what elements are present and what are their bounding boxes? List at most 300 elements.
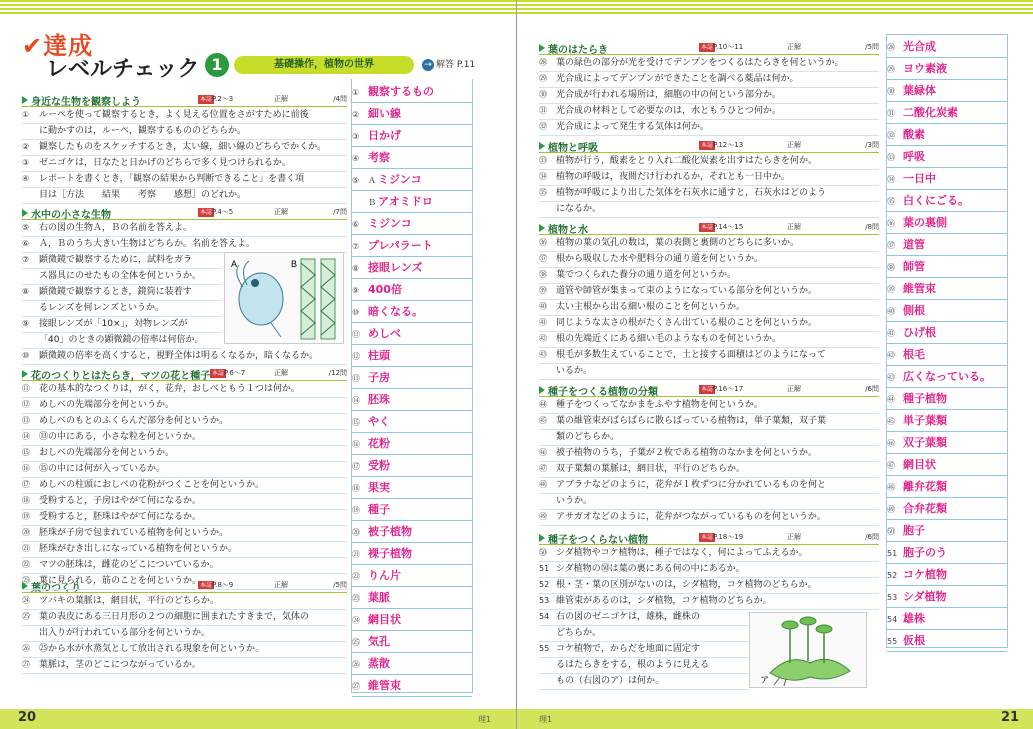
- answer-row: [887, 234, 1007, 256]
- answer-number: ③: [352, 132, 360, 141]
- question-line: [539, 71, 879, 88]
- answer-number: ㊵: [887, 307, 895, 316]
- answer-text: 網目状: [368, 613, 401, 626]
- question-line: [539, 299, 879, 316]
- honsho-badge: 本誌: [200, 209, 213, 216]
- answer-text: 花粉: [368, 437, 390, 450]
- question-number: ㉔: [22, 596, 30, 605]
- question-text: 道管や師管が集まって束のようになっている部分を何というか。: [556, 286, 818, 296]
- question-line: [22, 236, 347, 253]
- question-text: 根から吸収した水や肥料分の通り道を何というか。: [556, 254, 764, 264]
- liverwort-disc-1: [782, 621, 798, 629]
- answer-text: 葉緑体: [903, 84, 936, 97]
- question-line: [22, 381, 347, 398]
- answer-row: [352, 235, 472, 257]
- question-line: [22, 187, 347, 204]
- seikai-label: 正解: [787, 141, 801, 149]
- question-text: になるか。: [556, 204, 602, 214]
- answer-row: [887, 630, 1007, 652]
- question-line: [539, 55, 879, 72]
- answer-row: [352, 367, 472, 389]
- question-text: 葉の維管束がばらばらに散らばっている植物は，単子葉類，双子葉: [556, 416, 827, 426]
- answer-row: [352, 433, 472, 455]
- answer-text: 400倍: [368, 283, 402, 296]
- answer-text: りん片: [368, 569, 401, 582]
- answer-number: ④: [352, 154, 360, 163]
- liverwort-illustration: [750, 613, 866, 687]
- question-line: [22, 220, 347, 237]
- answer-row: [352, 609, 472, 631]
- answer-number: ㉑: [352, 550, 360, 559]
- answer-number: ㉘: [887, 43, 895, 52]
- seikai-label: 正解: [787, 385, 801, 393]
- question-text: めしべの柱頭におしべの花粉がつくことを何というか。: [39, 480, 265, 490]
- answer-row: [887, 366, 1007, 388]
- question-number: ⑩: [22, 351, 30, 360]
- question-count: /8問: [865, 223, 879, 231]
- answer-row: [887, 520, 1007, 542]
- question-number: ⑮: [22, 448, 30, 457]
- answer-text: 蒸散: [368, 657, 390, 670]
- section-header: [539, 139, 879, 153]
- question-line: [539, 283, 879, 300]
- question-count: /6問: [865, 533, 879, 541]
- section-title: 植物と水: [548, 225, 588, 236]
- right-page: [517, 0, 1033, 729]
- liverwort-thallus: [770, 659, 850, 680]
- question-text: 接眼レンズが「10×」，対物レンズが: [39, 319, 188, 329]
- question-text: ツバキの葉脈は，網目状，平行のどちらか。: [39, 596, 219, 606]
- question-text: 双子葉類の葉脈は，網目状，平行のどちらか。: [556, 464, 746, 474]
- triangle-icon: [539, 142, 545, 150]
- answer-number: ⑤: [352, 176, 360, 185]
- question-line: [539, 201, 879, 218]
- answer-row: [887, 80, 1007, 102]
- footer-mark: 理1: [539, 715, 553, 724]
- question-text: るレンズを何レンズというか。: [39, 303, 165, 313]
- answer-row: [352, 81, 472, 103]
- question-line: [22, 252, 222, 269]
- section-title: 身近な生物を観察しよう: [31, 97, 141, 108]
- top-stripe: [517, 0, 1033, 16]
- question-text: 植物が呼吸により出した気体を石灰水に通すと，石灰水はどのよう: [556, 188, 827, 198]
- question-line: [22, 332, 222, 349]
- figure-label-a: A: [231, 259, 238, 269]
- question-number: ㉛: [539, 106, 547, 115]
- answer-text: 接眼レンズ: [368, 261, 423, 274]
- title-number: 1: [205, 53, 229, 77]
- question-text: 根・茎・葉の区別がないのは，シダ植物，コケ植物のどちらか。: [556, 580, 817, 590]
- answer-row: [352, 543, 472, 565]
- question-text: 維管束があるのは，シダ植物，コケ植物のどちらか。: [556, 596, 772, 606]
- question-text: 「40」のときの顕微鏡の倍率は何倍か。: [39, 335, 204, 345]
- answer-number: ⑱: [352, 484, 360, 493]
- page-number: 21: [1001, 710, 1020, 725]
- answer-row: [887, 300, 1007, 322]
- figure-label-a: ア: [760, 675, 770, 685]
- answer-row: [352, 169, 472, 191]
- answer-row: [887, 454, 1007, 476]
- section-header: [539, 383, 879, 397]
- question-text: 葉の緑色の部分が光を受けてデンプンをつくるはたらきを何というか。: [556, 58, 844, 68]
- question-number: ㉖: [22, 644, 30, 653]
- question-number: ㉞: [539, 172, 547, 181]
- answer-number: ⑯: [352, 440, 360, 449]
- question-text: 植物の呼吸は，夜間だけ行われるか，それとも一日中か。: [556, 172, 791, 182]
- question-number: ㊺: [539, 416, 547, 425]
- question-text: ⑬の中にある，小さな粒を何というか。: [39, 432, 202, 442]
- question-number: ⑪: [22, 384, 30, 393]
- question-count: /3問: [865, 141, 879, 149]
- answer-text: 呼吸: [903, 150, 925, 163]
- answer-row: [352, 301, 472, 323]
- answer-text: 被子植物: [368, 525, 412, 538]
- question-text: 光合成が行われる場所は，細胞の中の何という部分か。: [556, 90, 782, 100]
- seikai-label: 正解: [274, 581, 288, 589]
- question-text: 葉に見られる，筋のことを何というか。: [39, 576, 202, 586]
- question-line: [22, 525, 347, 542]
- question-text: 類のどちらか。: [556, 432, 620, 442]
- answer-number: ㊽: [887, 483, 895, 492]
- answer-text: 考察: [368, 151, 390, 164]
- answer-text: 仮根: [903, 634, 925, 647]
- question-text: 出入りが行われている部分を何というか。: [39, 628, 211, 638]
- question-text: に動かすのは，ルーペ，観察するもののどちらか。: [39, 126, 247, 136]
- question-text: コケ植物で，からだを地面に固定す: [556, 644, 700, 654]
- answer-text: 光合成: [903, 40, 936, 53]
- answer-text: 側根: [903, 304, 925, 317]
- liverwort-disc-3: [816, 625, 832, 633]
- question-line: [539, 267, 879, 284]
- spirogyra-filament-2: [321, 259, 335, 339]
- answer-row: [887, 212, 1007, 234]
- answer-row: [352, 103, 472, 125]
- question-line: [22, 477, 347, 494]
- question-text: 花の基本的なつくりは，がく，花弁，おしべともう１つは何か。: [39, 384, 300, 394]
- question-text: 植物の葉の気孔の数は，葉の表側と裏側のどちらに多いか。: [556, 238, 800, 248]
- question-number: ㊽: [539, 480, 547, 489]
- question-number: ㉜: [539, 122, 547, 131]
- answer-number: ㊾: [887, 505, 895, 514]
- answer-text: 日かげ: [368, 129, 401, 142]
- answer-row: [352, 499, 472, 521]
- question-line: [539, 413, 879, 430]
- question-text: 右の図のゼニゴケは，雄株，雌株の: [556, 612, 701, 622]
- answer-row: [352, 345, 472, 367]
- liverwort-figure: [749, 612, 867, 688]
- answer-text: 合弁花類: [903, 502, 947, 515]
- question-number: ①: [22, 110, 30, 119]
- question-text: Ａ，Ｂのうち大きい生物はどちらか。名前を答えよ。: [39, 239, 256, 249]
- question-number: ⑦: [22, 255, 30, 264]
- answer-text: 細い線: [368, 107, 401, 120]
- answer-text: 酸素: [903, 128, 925, 141]
- question-count: /5問: [865, 43, 879, 51]
- question-number: ㉓: [22, 576, 30, 585]
- question-line: [22, 155, 347, 172]
- question-line: [22, 461, 347, 478]
- question-line: [539, 153, 879, 170]
- answer-text: 柱頭: [368, 349, 390, 362]
- answer-text: 根毛: [903, 348, 925, 361]
- question-text: 目は［方法 結果 考察 感想］のどれか。: [39, 190, 247, 200]
- answer-row: [352, 125, 472, 147]
- answer-text: ひげ根: [903, 326, 936, 339]
- question-number: ㊳: [539, 270, 547, 279]
- answer-number: ①: [352, 88, 360, 97]
- answer-number: ⑲: [352, 506, 360, 515]
- answer-number: ㊱: [887, 219, 895, 228]
- answer-number: ㊿: [887, 527, 895, 536]
- question-number: ㉚: [539, 90, 547, 99]
- question-line: [539, 657, 749, 674]
- question-number: ㊵: [539, 302, 547, 311]
- answer-row: [352, 521, 472, 543]
- question-text: もの（右図のア）は何か。: [556, 676, 665, 686]
- question-text: ⑮の中には何が入っているか。: [39, 464, 166, 474]
- answer-row: [887, 256, 1007, 278]
- question-text: ルーペを使って観察するとき，よく見える位置をさがすために前後: [39, 110, 309, 120]
- answer-text: シダ植物: [903, 590, 947, 603]
- section-pages: P.18〜19: [713, 533, 744, 541]
- question-number: ㉕: [22, 612, 30, 621]
- section-title: 花のつくりとはたらき，マツの花と種子: [31, 371, 211, 382]
- question-count: /6問: [865, 385, 879, 393]
- top-stripe: [0, 0, 516, 16]
- answer-number: ㊼: [887, 461, 895, 470]
- answer-text: 広くなっている。: [903, 370, 991, 383]
- question-number: ⑯: [22, 464, 30, 473]
- unit-subtitle: 基礎操作，植物の世界: [234, 56, 414, 74]
- question-number: ⑭: [22, 432, 30, 441]
- answer-text: ミジンコ: [378, 173, 422, 186]
- question-number: ㊾: [539, 512, 547, 521]
- answer-row: [887, 608, 1007, 630]
- answer-number: ㉜: [887, 131, 895, 140]
- answer-row: [887, 36, 1007, 58]
- answer-number: ②: [352, 110, 360, 119]
- question-line: [539, 315, 879, 332]
- question-number: ⑥: [22, 239, 30, 248]
- answer-number: ㉕: [352, 638, 360, 647]
- answer-row: [887, 564, 1007, 586]
- answer-number: ㊹: [887, 395, 895, 404]
- question-text: 右の図の生物Ａ，Ｂの名前を答えよ。: [39, 223, 193, 233]
- question-line: [22, 493, 347, 510]
- answer-number: 51: [887, 549, 898, 558]
- left-page: [0, 0, 516, 729]
- answer-row: [887, 146, 1007, 168]
- answer-number: ⑬: [352, 374, 360, 383]
- question-line: [22, 593, 347, 610]
- question-line: [539, 103, 879, 120]
- liverwort-disc-2: [800, 617, 816, 625]
- answer-number: ㉟: [887, 197, 895, 206]
- answer-text: 道管: [903, 238, 925, 251]
- answer-number: ⑥: [352, 220, 360, 229]
- answer-number: ㉔: [352, 616, 360, 625]
- answer-number: ㊺: [887, 417, 895, 426]
- question-text: 根毛が多数生えていることで，土と接する面積はどのようになって: [556, 350, 826, 360]
- question-line: [539, 363, 879, 380]
- question-line: [539, 509, 879, 526]
- question-line: [22, 625, 347, 642]
- triangle-icon: [22, 209, 28, 217]
- question-line: [22, 413, 347, 430]
- question-text: 同じような太さの根がたくさん出ている根のことを何というか。: [556, 318, 818, 328]
- section-header: [22, 93, 347, 107]
- answer-number: ⑪: [352, 330, 360, 339]
- answer-text: ミジンコ: [368, 217, 412, 230]
- question-line: [539, 609, 749, 626]
- answer-row: [352, 455, 472, 477]
- question-line: [539, 185, 879, 202]
- question-number: ㉙: [539, 74, 547, 83]
- answer-number: 53: [887, 593, 898, 602]
- section-pages: P.6〜7: [224, 369, 246, 377]
- answer-text: 維管束: [368, 679, 401, 692]
- seikai-label: 正解: [787, 43, 801, 51]
- answer-text: 師管: [903, 260, 925, 273]
- question-text: 葉の表皮にある三日月形の２つの細胞に囲まれたすきまで，気体の: [39, 612, 309, 622]
- question-number: ㉘: [539, 58, 547, 67]
- answer-number: ㉒: [352, 572, 360, 581]
- answer-number: ⑫: [352, 352, 360, 361]
- answer-text: プレパラート: [368, 239, 433, 252]
- question-number: ㊷: [539, 334, 547, 343]
- seikai-label: 正解: [274, 208, 288, 216]
- answer-number: ㊸: [887, 373, 895, 382]
- section-pages: P.2〜3: [212, 95, 234, 103]
- question-number: ㊹: [539, 400, 547, 409]
- answer-row: [887, 586, 1007, 608]
- honsho-badge: 本誌: [701, 534, 714, 541]
- triangle-icon: [539, 534, 545, 542]
- question-line: [539, 673, 749, 690]
- answer-text: 双子葉類: [903, 436, 947, 449]
- answer-text: 裸子植物: [368, 547, 412, 560]
- answer-number: ㊶: [887, 329, 895, 338]
- answer-row: [352, 653, 472, 675]
- answer-number: ㊷: [887, 351, 895, 360]
- question-number: ㉑: [22, 544, 30, 553]
- answer-text: 胞子: [903, 524, 925, 537]
- triangle-icon: [539, 44, 545, 52]
- answer-sublabel: Ｂ: [368, 198, 376, 207]
- answer-row: [352, 675, 472, 697]
- question-text: 太い主根から出る細い根のことを何というか。: [556, 302, 746, 312]
- answer-text: 種子植物: [903, 392, 947, 405]
- seikai-label: 正解: [787, 223, 801, 231]
- question-line: [22, 429, 347, 446]
- question-line: [22, 557, 347, 574]
- question-text: 顕微鏡で観察するとき，鏡筒に装着す: [39, 287, 192, 297]
- answer-text: 葉の裏側: [903, 216, 947, 229]
- triangle-icon: [539, 224, 545, 232]
- answer-text: 二酸化炭素: [903, 106, 958, 119]
- section-header: [22, 206, 347, 220]
- question-count: /5問: [333, 581, 347, 589]
- answer-row: [887, 190, 1007, 212]
- question-text: 種子をつくってなかまをふやす植物を何というか。: [556, 400, 763, 410]
- answer-number: ㉙: [887, 65, 895, 74]
- answer-row: [887, 476, 1007, 498]
- question-text: 根の先端近くにある細い毛のようなものを何というか。: [556, 334, 782, 344]
- question-number: ⑳: [22, 528, 30, 537]
- section-pages: P.10〜11: [713, 43, 744, 51]
- question-text: マツの胚珠は，雌花のどこについているか。: [39, 560, 219, 570]
- question-number: ㊿: [539, 548, 547, 557]
- section-title: 種子をつくらない植物: [548, 535, 648, 546]
- answer-number: ㊳: [887, 263, 895, 272]
- answer-text: めしべ: [368, 327, 401, 340]
- answer-row: [887, 124, 1007, 146]
- section-pages: P.4〜5: [212, 208, 234, 216]
- answer-number: ㊻: [887, 439, 895, 448]
- answer-row: [352, 191, 472, 213]
- question-text: ゼニゴケは，日なたと日かげのどちらで多く見つけられるか。: [39, 158, 291, 168]
- question-text: 被子植物のうち，子葉が２枚である植物のなかまを何というか。: [556, 448, 818, 458]
- question-number: ㊻: [539, 448, 547, 457]
- question-text: レポートを書くとき，「観察の結果から判断できること」を書く項: [39, 174, 305, 184]
- question-line: [539, 87, 879, 104]
- question-line: [22, 348, 347, 365]
- answer-number: ㉚: [887, 87, 895, 96]
- page-number: 20: [18, 710, 37, 725]
- question-line: [539, 561, 879, 578]
- question-line: [22, 268, 222, 285]
- answer-text: アオミドロ: [378, 195, 433, 208]
- answer-text: ヨウ素液: [903, 62, 947, 75]
- answer-row: [887, 278, 1007, 300]
- answer-text: 観察するもの: [368, 85, 434, 98]
- answer-text: 果実: [368, 481, 390, 494]
- answer-number: 55: [887, 637, 898, 646]
- answer-number: ㉗: [352, 682, 360, 691]
- answer-number: ⑧: [352, 264, 360, 273]
- answer-row: [887, 58, 1007, 80]
- answer-reference-text: 解答 P.11: [436, 60, 476, 70]
- answer-row: [352, 257, 472, 279]
- footer-bar: [0, 709, 516, 729]
- question-number: ㊴: [539, 286, 547, 295]
- question-line: [22, 573, 347, 590]
- question-number: 55: [539, 644, 550, 653]
- answer-text: 種子: [368, 503, 390, 516]
- honsho-badge: 本誌: [200, 582, 213, 589]
- spirogyra-filament-1: [301, 259, 315, 339]
- question-line: [22, 509, 347, 526]
- question-line: [22, 284, 222, 301]
- section-pages: P.14〜15: [713, 223, 744, 231]
- answer-number: ⑩: [352, 308, 360, 317]
- answer-number: ㉝: [887, 153, 895, 162]
- answer-row: [887, 542, 1007, 564]
- answer-text: 白くにごる。: [903, 194, 969, 207]
- question-number: ⑫: [22, 400, 30, 409]
- question-line: [22, 641, 347, 658]
- answer-number: ⑳: [352, 528, 360, 537]
- question-line: [22, 107, 347, 124]
- question-number: 54: [539, 612, 550, 621]
- question-text: アサガオなどのように，花弁がつながっているものを何というか。: [556, 512, 826, 522]
- triangle-icon: [539, 386, 545, 394]
- honsho-badge: 本誌: [212, 370, 225, 377]
- question-number: ㊲: [539, 254, 547, 263]
- answer-text: 維管束: [903, 282, 936, 295]
- question-number: ㉝: [539, 156, 547, 165]
- answer-text: 単子葉類: [903, 414, 947, 427]
